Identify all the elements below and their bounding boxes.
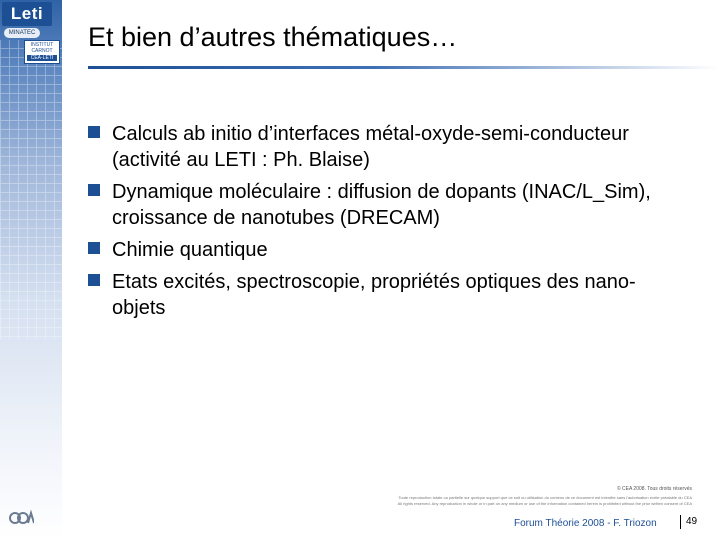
branding-strip [0, 0, 62, 540]
bullet-list [88, 121, 688, 327]
leti-logo: Leti [2, 2, 52, 26]
minatec-logo: MINATEC [4, 28, 40, 38]
bullet-text: Etats excités, spectroscopie, propriétés optiques des nano-objets [112, 271, 636, 319]
event-footer: Forum Théorie 2008 - F. Triozon [514, 518, 657, 529]
copyright-notice: © CEA 2008. Tous droits réservés [616, 486, 692, 492]
slide-title: Et bien d’autres thématiques… [88, 22, 458, 52]
carnot-line-2: CARNOT [31, 48, 53, 54]
institut-carnot-logo [24, 40, 60, 64]
bullet-square-icon [88, 126, 100, 138]
legal-line-2: All rights reserved. Any reproduction in whole or in part on any medium or use of the information contained herein is prohibited without the prior written consent of CEA [397, 501, 692, 506]
bullet-square-icon [88, 242, 100, 254]
bullet-text: Chimie quantique [112, 239, 268, 261]
carnot-line-1: INSTITUT [30, 42, 54, 48]
legal-line-1: Toute reproduction totale ou partielle sur quelque support que ce soit ou utilisation du contenu de ce document est interdite sans l'autorisation écrite préalable du CEA [398, 495, 692, 500]
bullet-item [88, 237, 688, 263]
title-underline [88, 66, 720, 69]
cea-logo-icon [8, 508, 34, 528]
bullet-text: Dynamique moléculaire : diffusion de dopants (INAC/L_Sim), croissance de nanotubes (DRECAM) [112, 181, 651, 229]
bullet-item [88, 121, 688, 173]
strip-pattern [0, 40, 62, 340]
bullet-square-icon [88, 184, 100, 196]
bullet-item [88, 269, 688, 321]
bullet-square-icon [88, 274, 100, 286]
legal-notice [328, 495, 692, 507]
bullet-item [88, 179, 688, 231]
bullet-text: Calculs ab initio d’interfaces métal-oxyde-semi-conducteur (activité au LETI : Ph. Blaise) [112, 123, 629, 171]
page-number: 49 [686, 516, 698, 527]
page-separator [680, 515, 681, 529]
carnot-line-3: CEA-LETI [27, 55, 57, 61]
